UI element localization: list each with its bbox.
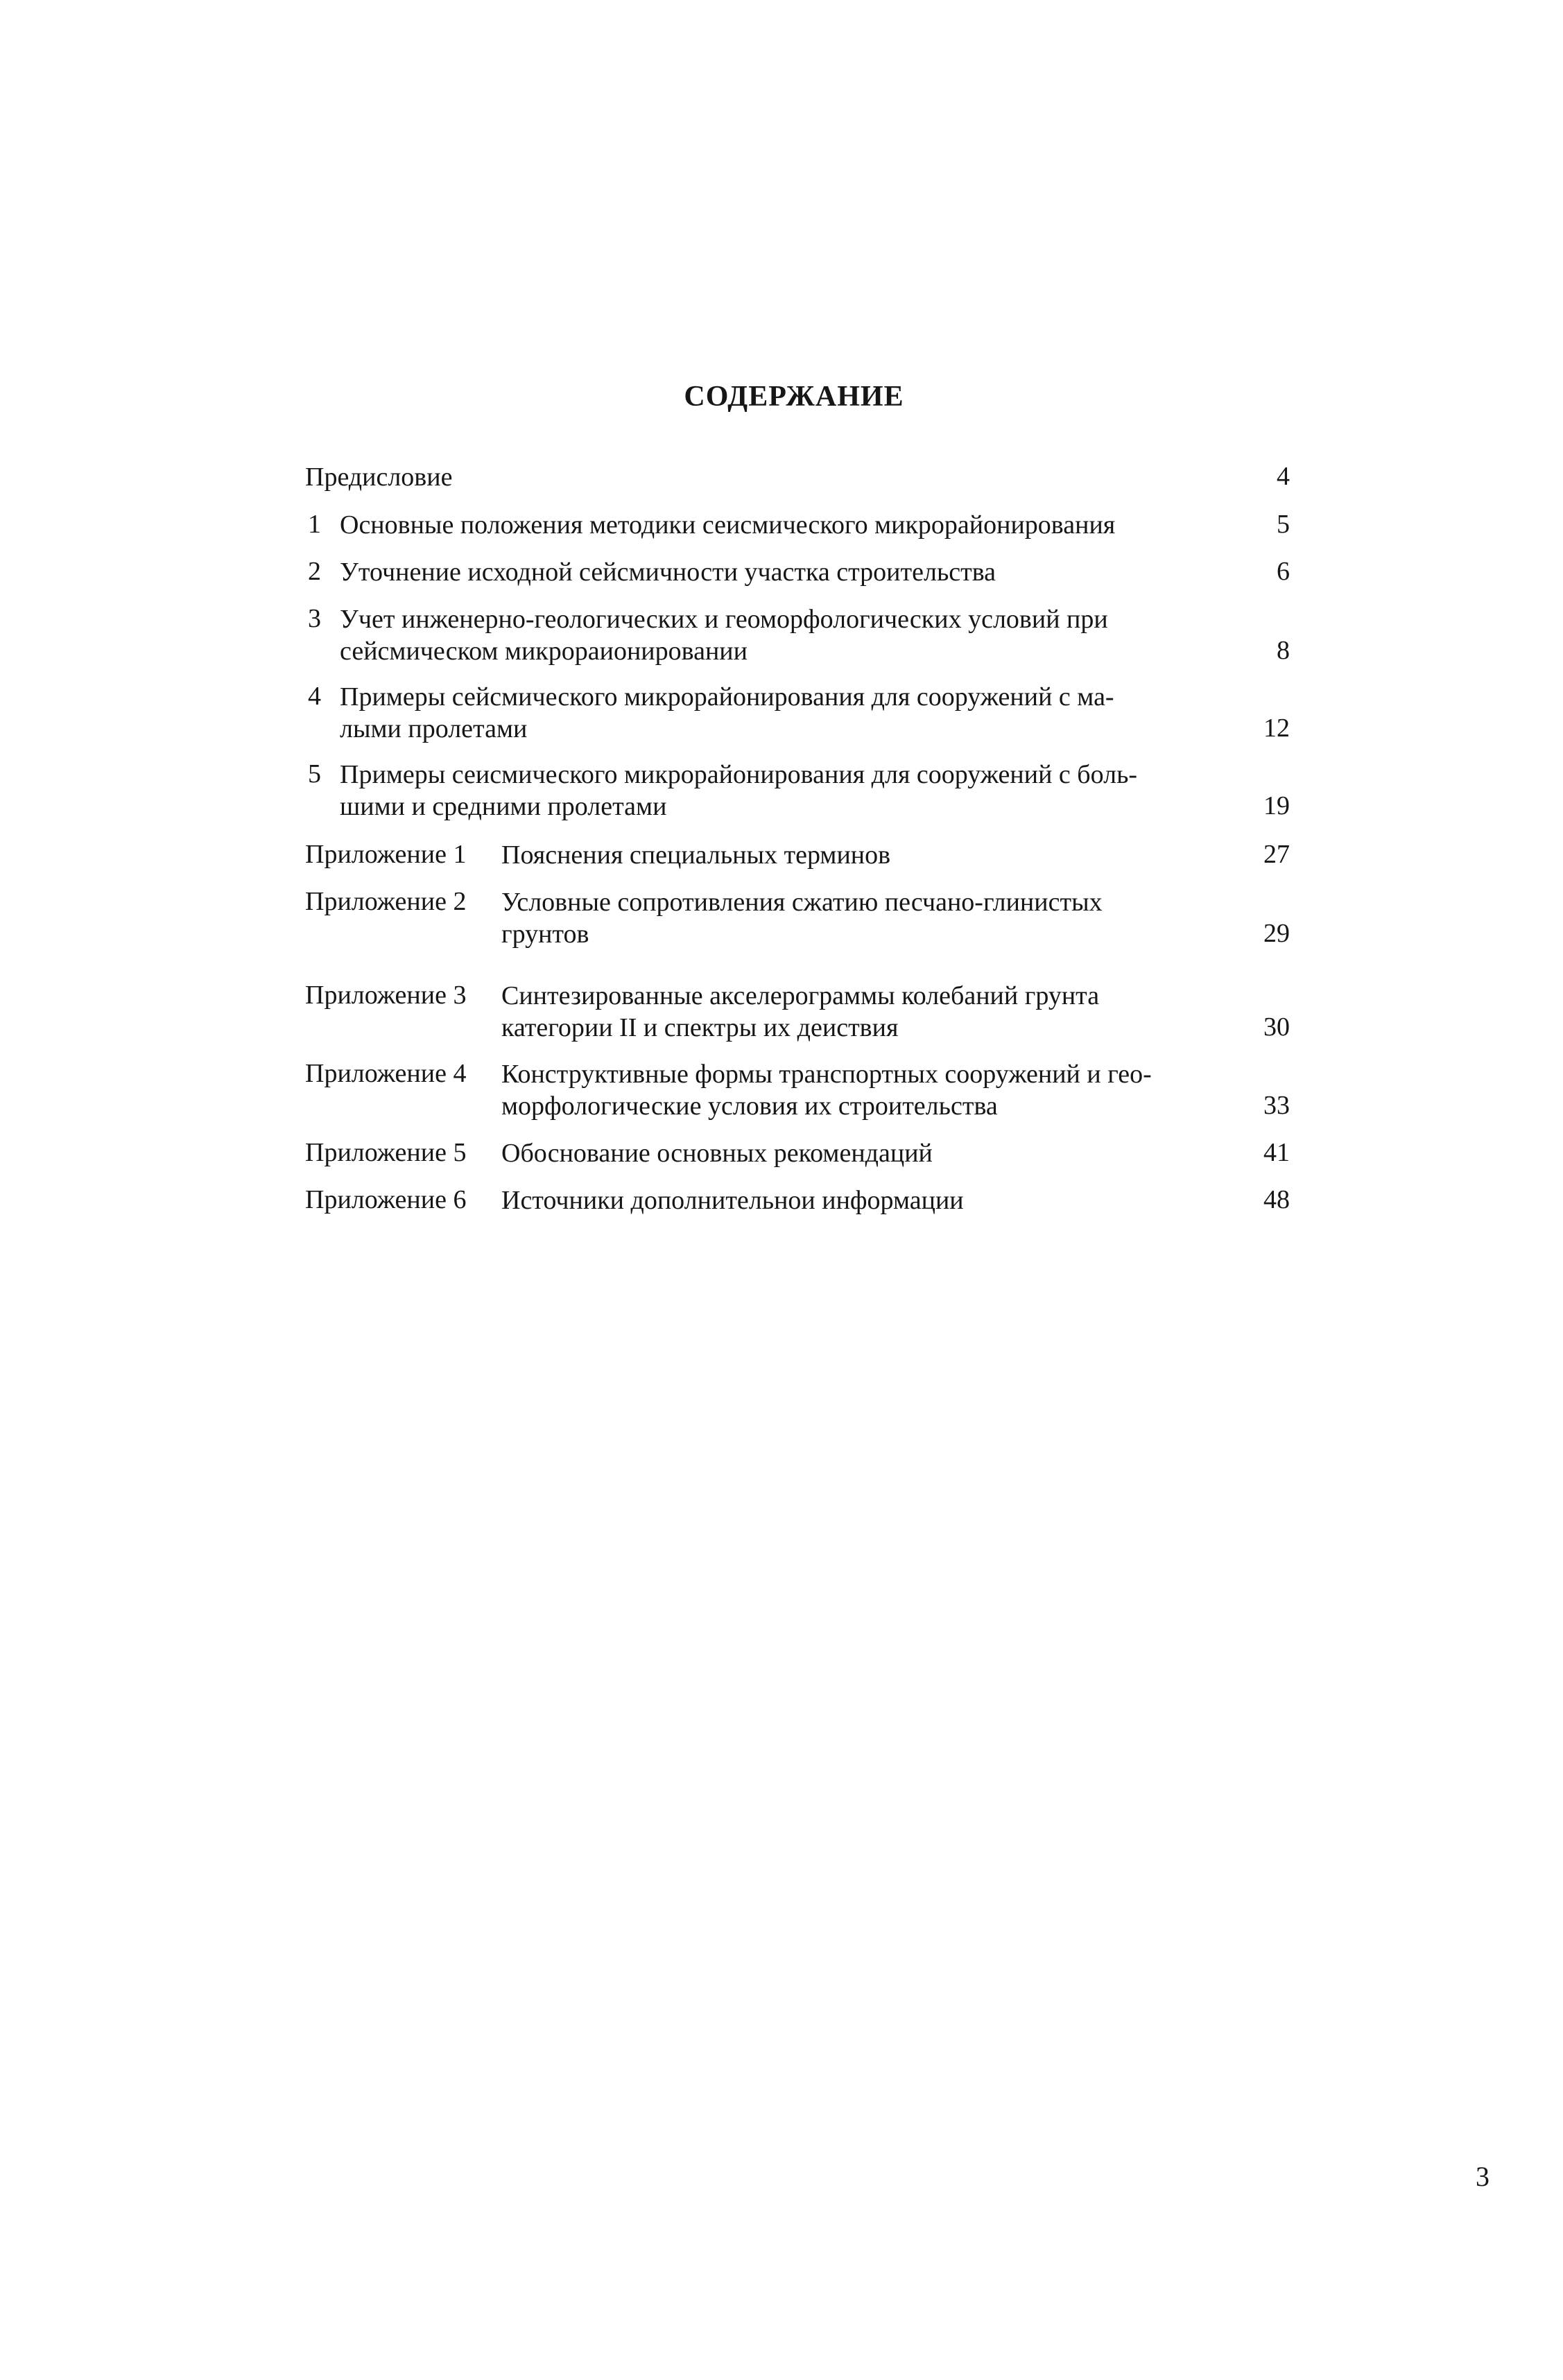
toc-page-number: 33 [1263,1091,1290,1120]
appendix-label: Приложение 2 [305,887,467,916]
appendix-title-line: Обоснование основных рекомендаций [501,1139,933,1168]
toc-page-number: 5 [1277,510,1290,539]
toc-section-number: 1 [308,510,321,539]
toc-entry-line: сейсмическом микрораионировании [340,637,748,666]
appendix-title [501,1058,1243,1122]
appendix-title-line: Синтезированные акселерограммы колебаний грунта [501,981,1100,1010]
toc-section-number: 5 [308,759,321,788]
appendix-title-line: Пояснения специальных терминов [501,840,891,870]
appendix-title-line: категории II и спектры их деиствия [501,1013,899,1042]
appendix-title-line: Условные сопротивления сжатию песчано-глинистых [501,888,1103,917]
appendix-label: Приложение 1 [305,840,467,869]
toc-page-number: 30 [1263,1012,1290,1042]
toc-entry-text [340,759,1234,822]
page-number: 3 [1476,2161,1489,2192]
toc-page-number: 12 [1263,714,1290,743]
toc-section-number: 2 [308,557,321,586]
toc-entry-text [340,509,1234,541]
toc-page-number: 8 [1277,636,1290,665]
toc-page-number: 4 [1277,462,1290,491]
toc-page-number: 19 [1263,791,1290,820]
toc-entry-line: Учет инженерно-геологических и геоморфологических условий при [340,605,1108,634]
toc-section-number: 4 [308,682,321,711]
appendix-title [501,980,1243,1044]
appendix-title-line: Источники дополнительнои информации [501,1186,964,1215]
toc-entry-line: Предисловие [305,463,453,492]
appendix-title [501,1137,1243,1169]
toc-section-number: 3 [308,604,321,633]
toc-entry-text [340,556,1234,588]
appendix-title-line: морфологические условия их строительства [501,1092,998,1121]
appendix-title [501,839,1243,871]
toc-entry-text [305,461,1234,493]
toc-page-number: 48 [1263,1185,1290,1214]
appendix-label: Приложение 5 [305,1138,467,1167]
page-title: СОДЕРЖАНИЕ [684,381,904,413]
toc-page-number: 27 [1263,840,1290,869]
toc-entry-text [340,681,1234,745]
appendix-title [501,1184,1243,1216]
appendix-label: Приложение 3 [305,981,467,1010]
toc-entry-line: Уточнение исходной сейсмичности участка строительства [340,558,996,587]
appendix-title-line: Конструктивные формы транспортных сооружений и гео- [501,1060,1152,1089]
toc-page-number: 29 [1263,919,1290,948]
toc-entry-line: Примеры сейсмического микрорайонирования для сооружений с ма- [340,682,1114,712]
toc-entry-line: Примеры сеисмического микрорайонирования для сооружений с боль- [340,760,1138,789]
toc-page-number: 41 [1263,1138,1290,1167]
toc-entry-line: Основные положения методики сеисмического микрорайонирования [340,510,1116,540]
toc-page-number: 6 [1277,557,1290,586]
toc-entry-text [340,603,1234,667]
appendix-label: Приложение 4 [305,1059,467,1088]
appendix-title-line: грунтов [501,920,589,949]
toc-entry-line: лыми пролетами [340,714,528,743]
appendix-title [501,886,1243,950]
toc-entry-line: шими и средними пролетами [340,792,667,821]
appendix-label: Приложение 6 [305,1185,467,1214]
